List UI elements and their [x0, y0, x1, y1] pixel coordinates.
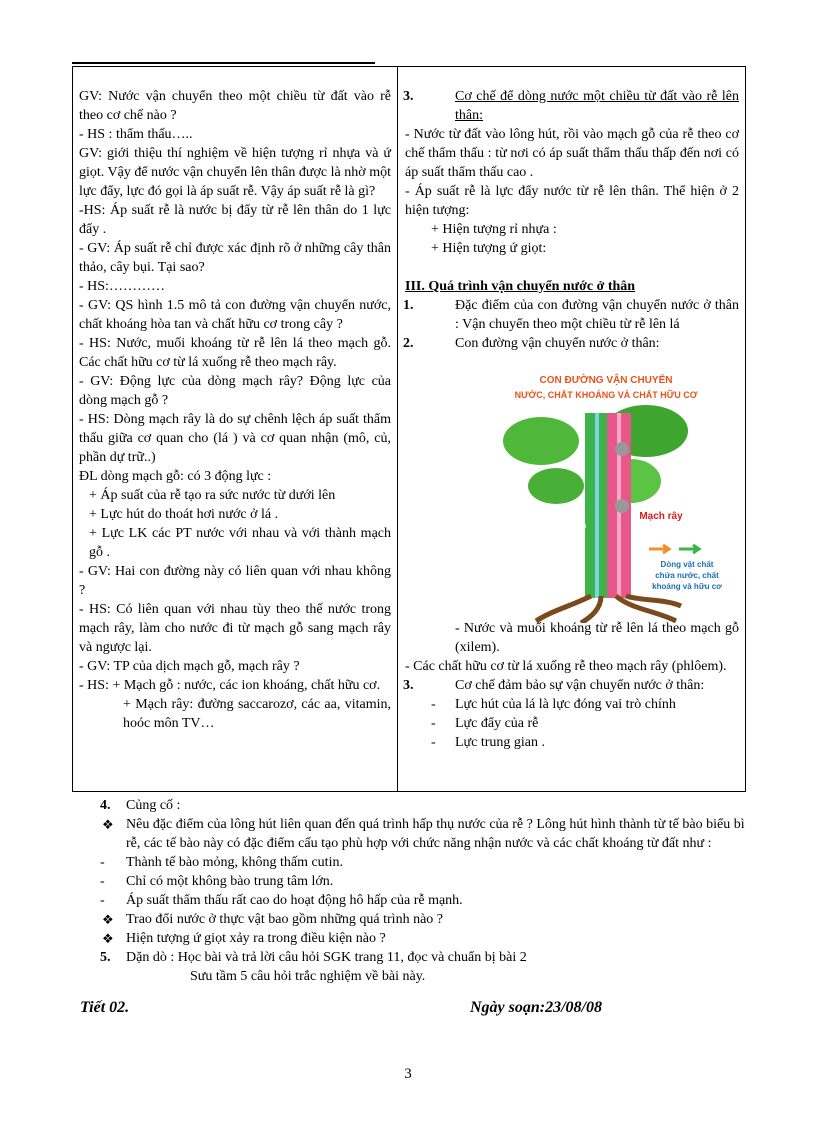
numbered-item [100, 948, 760, 967]
diamond-bullet-icon: ❖ [102, 931, 114, 946]
dash-item: - Lực trung gian . [431, 735, 546, 750]
section-heading: III. Quá trình vận chuyển nước ở thân [405, 279, 636, 294]
legend-line: khoáng và hữu cơ [652, 582, 722, 591]
top-rule [72, 62, 375, 64]
diamond-bullet-icon: ❖ [102, 817, 114, 832]
item-number: 3. [403, 89, 414, 104]
figure-title-2: NƯỚC, CHẤT KHOÁNG VÀ CHẤT HỮU CƠ [514, 390, 698, 400]
legend-line: chứa nước, chất [655, 571, 719, 580]
question-item: ❖ Hiện tượng ứ giọt xảy ra trong điều kiện nào ? [102, 931, 386, 946]
cell-icon [615, 442, 629, 456]
left-paragraph: - HS: Dòng mạch rây là do sự chênh lệch áp suất thẩm thấu giữa cơ quan cho (lá ) và cơ quan nhận (mô, củ, phần dự trữ..) [79, 412, 391, 465]
item-text: Đặc điểm của con đường vận chuyển nước ở thân : Vận chuyển theo một chiều từ rễ lên lá [455, 298, 739, 332]
prep-date: Ngày soạn:23/08/08 [470, 999, 602, 1016]
left-paragraph: - HS : thẩm thấu….. [79, 127, 193, 142]
leaf-shape [528, 468, 584, 504]
left-paragraph: - GV: Hai con đường này có liên quan với nhau không ? [79, 564, 391, 598]
item-number: 1. [403, 298, 414, 313]
numbered-item [100, 796, 760, 815]
left-paragraph: - HS:………… [79, 279, 165, 294]
right-paragraph: - Nước và muối khoáng từ rễ lên lá theo mạch gỗ (xilem). [455, 621, 739, 655]
lesson-table [72, 66, 746, 792]
item-number: 2. [403, 336, 414, 351]
arrow-icon [679, 545, 699, 553]
left-paragraph: - GV: Áp suất rễ chỉ được xác định rõ ở những cây thân thảo, cây bụi. Tại sao? [79, 241, 391, 275]
item-text: Con đường vận chuyển nước ở thân: [455, 336, 660, 351]
mechanism-heading [405, 87, 739, 125]
xylem-label: Mạch gỗ [545, 521, 587, 532]
item-number: 5. [100, 950, 111, 965]
content-column [399, 67, 745, 791]
item-text: Củng cố : [126, 798, 181, 813]
cell-icon [615, 499, 629, 513]
left-paragraph: + Mạch rây: đường saccarozơ, các aa, vitamin, hoóc môn TV… [123, 697, 391, 731]
lesson-number: Tiết 02. [80, 999, 130, 1016]
diamond-bullet-icon: ❖ [102, 912, 114, 927]
left-paragraph: ĐL dòng mạch gỗ: có 3 động lực : [79, 469, 272, 484]
consolidation-section [100, 796, 760, 986]
left-paragraph: - GV: QS hình 1.5 mô tả con đường vận chuyển nước, chất khoáng hòa tan và chất hữu cơ trong cây ? [79, 298, 391, 332]
left-cell [79, 87, 391, 733]
force-item: + Áp suất của rễ tạo ra sức nước từ dưới lên [89, 488, 336, 503]
right-paragraph: - Áp suất rễ là lực đẩy nước từ rễ lên thân. Thể hiện ở 2 hiện tượng: [405, 184, 739, 218]
transport-figure [481, 371, 731, 623]
dash-item: - Thành tế bào mỏng, không thấm cutin. [100, 855, 343, 870]
dash-item: - Lực hút của lá là lực đóng vai trò chính [431, 697, 676, 712]
phenomenon-item: + Hiện tượng ứ giọt: [431, 241, 547, 256]
item-text: Dặn dò : Học bài và trả lời câu hỏi SGK trang 11, đọc và chuẩn bị bài 2 [126, 950, 527, 965]
figure-title-1: CON ĐƯỜNG VẬN CHUYỂN [539, 375, 673, 386]
arrow-icon [649, 545, 669, 553]
homework-note: Sưu tầm 5 câu hỏi trắc nghiệm về bài này. [190, 969, 426, 984]
item-number: 3. [403, 678, 414, 693]
dash-item: - Áp suất thẩm thấu rất cao do hoạt động hô hấp của rễ mạnh. [100, 893, 463, 908]
legend-line: Dòng vật chất [660, 560, 714, 569]
left-paragraph: GV: giới thiệu thí nghiệm về hiện tượng rỉ nhựa và ứ giọt. Vậy để nước vận chuyển lên thân được là nhờ một lực đẩy, lực đó gọi là áp suất rễ. Vậy áp suất rễ là gì? [79, 146, 391, 199]
numbered-item [405, 676, 739, 695]
numbered-item [405, 334, 739, 353]
item-title: Cơ chế để dòng nước một chiều từ đất vào rễ lên thân: [455, 89, 739, 123]
phenomenon-item: + Hiện tượng rỉ nhựa : [431, 222, 557, 237]
left-paragraph: - GV: Động lực của dòng mạch rây? Động lực của dòng mạch gỗ ? [79, 374, 391, 408]
left-paragraph: - HS: Nước, muối khoáng từ rễ lên lá theo mạch gỗ. Các chất hữu cơ từ lá xuống rễ theo mạch rây. [79, 336, 391, 370]
right-paragraph: - Nước từ đất vào lông hút, rồi vào mạch gỗ của rễ theo cơ chế thẩm thấu : từ nơi có áp suất thẩm thấu thấp đến nơi có áp suất thẩm thấu cao . [405, 127, 739, 180]
left-paragraph: - HS: + Mạch gỗ : nước, các ion khoáng, chất hữu cơ. [79, 678, 381, 693]
question-item: ❖ Nêu đặc điểm của lông hút liên quan đến quá trình hấp thụ nước của rễ ? Lông hút hình thành từ tế bào biểu bì rễ, các tế bào này có đặc điểm cấu tạo phù hợp với chức năng nhận nước và các chất khoáng từ đất như : [102, 817, 745, 851]
dash-item: - Chỉ có một không bào trung tâm lớn. [100, 874, 334, 889]
left-paragraph: - HS: Có liên quan với nhau tùy theo thế nước trong mạch rây, làm cho nước đi từ mạch gỗ sang mạch rây và ngược lại. [79, 602, 391, 655]
right-paragraph: - Các chất hữu cơ từ lá xuống rễ theo mạch rây (phlôem). [405, 659, 727, 674]
left-paragraph: -HS: Áp suất rễ là nước bị đẩy từ rễ lên thân do 1 lực đẩy . [79, 203, 391, 237]
force-item: + Lực LK các PT nước với nhau và với thành mạch gỗ . [89, 526, 391, 560]
item-text: Cơ chế đảm bảo sự vận chuyển nước ở thân: [455, 678, 705, 693]
item-number: 4. [100, 798, 111, 813]
page-number: 3 [404, 1066, 412, 1082]
roots-shape [536, 596, 681, 623]
force-item: + Lực hút do thoát hơi nước ở lá . [89, 507, 279, 522]
left-paragraph: - GV: TP của dịch mạch gỗ, mạch rây ? [79, 659, 300, 674]
question-item: ❖ Trao đổi nước ở thực vật bao gồm những quá trình nào ? [102, 912, 444, 927]
leaf-shape [503, 417, 579, 465]
dash-item: - Lực đẩy của rễ [431, 716, 539, 731]
teacher-student-column [73, 67, 398, 791]
numbered-item [405, 296, 739, 334]
left-paragraph: GV: Nước vận chuyển theo một chiều từ đất vào rễ theo cơ chế nào ? [79, 89, 391, 123]
phloem-label: Mạch rây [639, 511, 683, 522]
